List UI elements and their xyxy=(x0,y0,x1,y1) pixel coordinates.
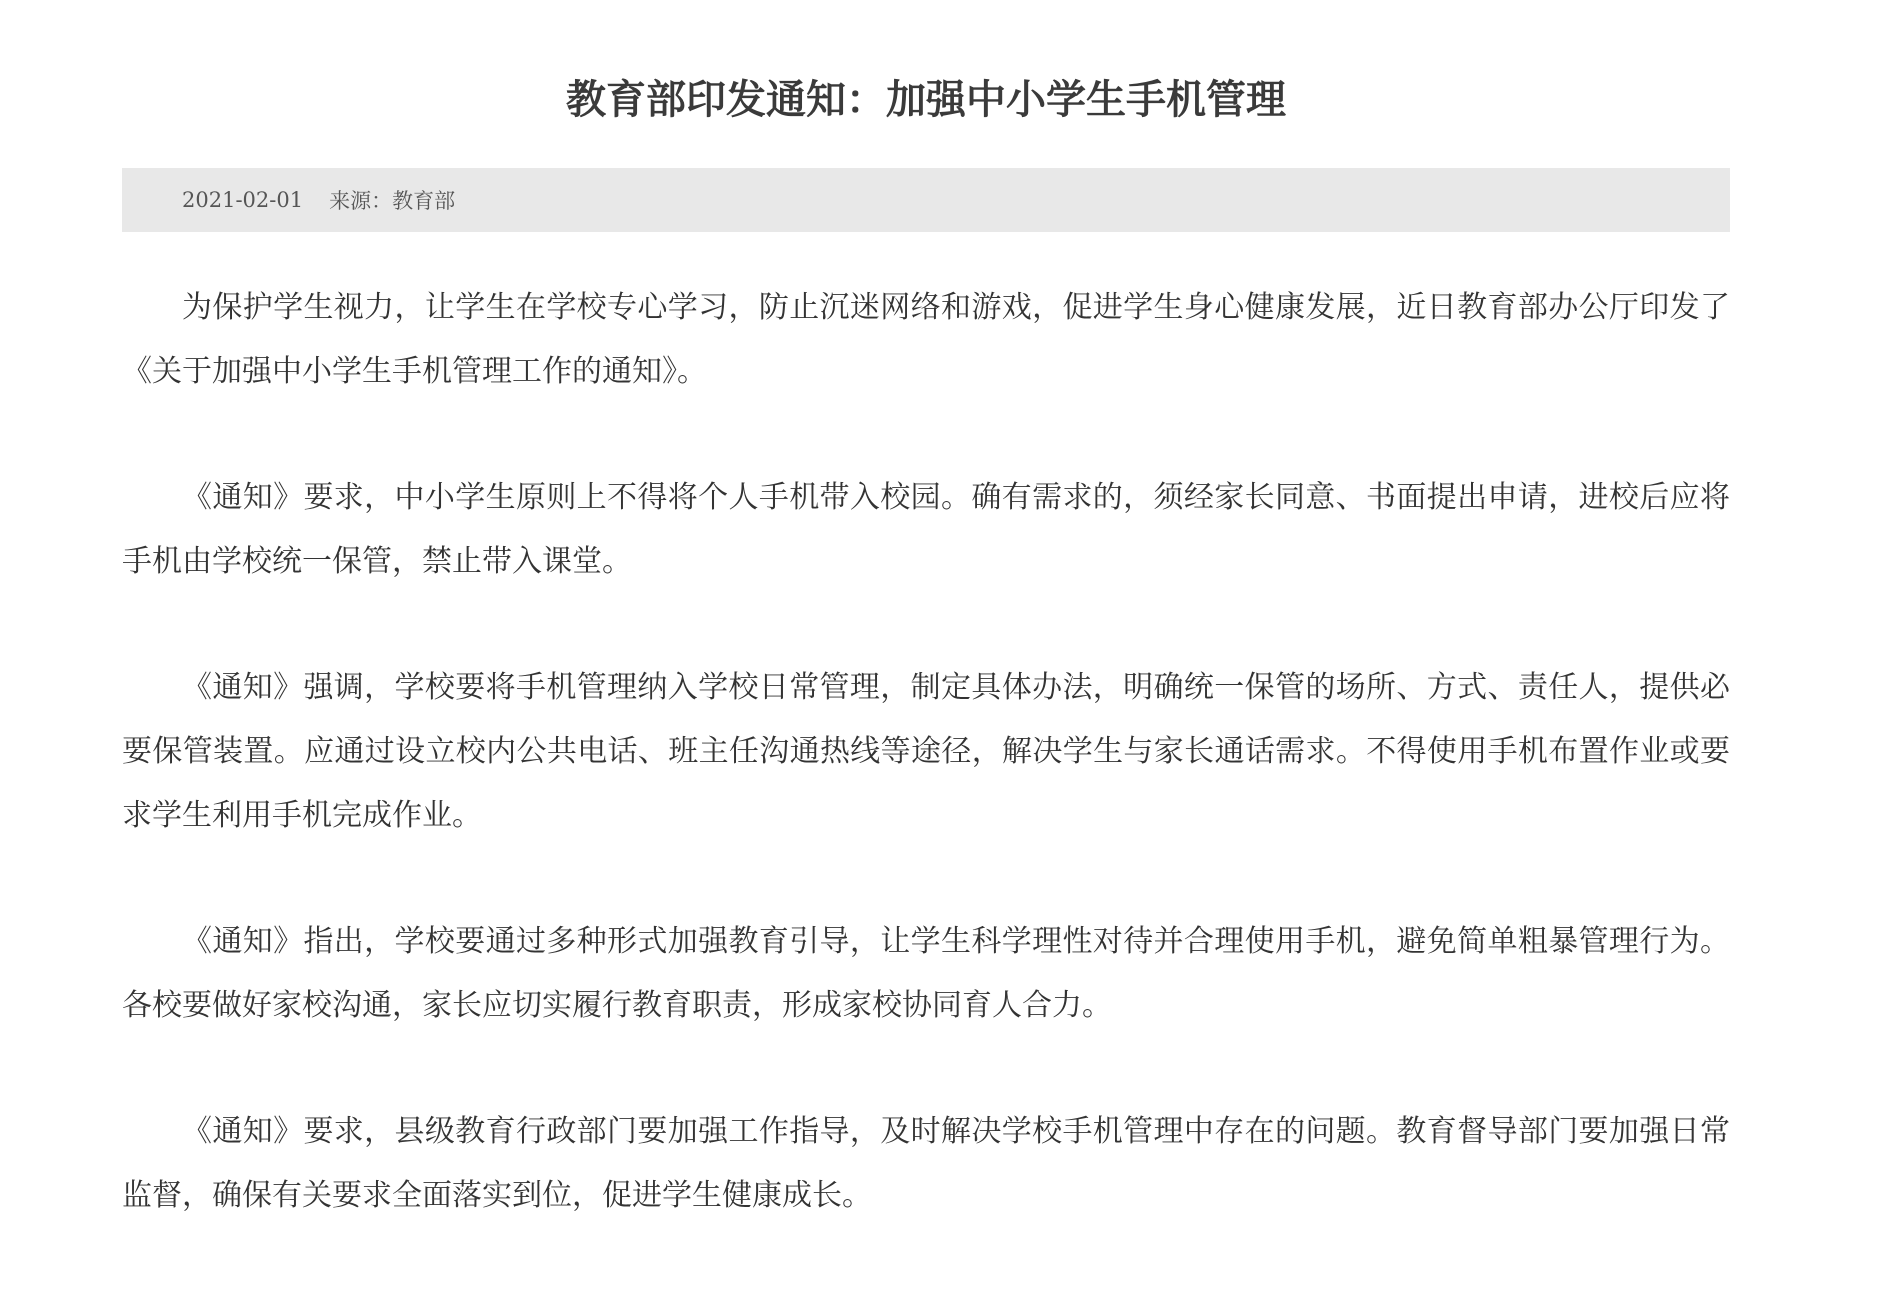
publish-date: 2021-02-01 xyxy=(182,188,304,212)
article-meta-bar xyxy=(122,168,1730,232)
article xyxy=(122,0,1730,1290)
body-paragraph: 为保护学生视力，让学生在学校专心学习，防止沉迷网络和游戏，促进学生身心健康发展，近日教育部办公厅印发了《关于加强中小学生手机管理工作的通知》。 xyxy=(122,290,1730,389)
body-paragraph: 《通知》强调，学校要将手机管理纳入学校日常管理，制定具体办法，明确统一保管的场所、方式、责任人，提供必要保管装置。应通过设立校内公共电话、班主任沟通热线等途径，解决学生与家长通话需求。不得使用手机布置作业或要求学生利用手机完成作业。 xyxy=(122,670,1730,833)
article-title: 教育部印发通知：加强中小学生手机管理 xyxy=(566,77,1286,123)
body-paragraph: 《通知》要求，中小学生原则上不得将个人手机带入校园。确有需求的，须经家长同意、书面提出申请，进校后应将手机由学校统一保管，禁止带入课堂。 xyxy=(122,480,1730,579)
article-body xyxy=(122,276,1730,1228)
body-paragraph: 《通知》指出，学校要通过多种形式加强教育引导，让学生科学理性对待并合理使用手机，避免简单粗暴管理行为。各校要做好家校沟通，家长应切实履行教育职责，形成家校协同育人合力。 xyxy=(122,924,1730,1023)
body-paragraph: 《通知》要求，县级教育行政部门要加强工作指导，及时解决学校手机管理中存在的问题。教育督导部门要加强日常监督，确保有关要求全面落实到位，促进学生健康成长。 xyxy=(122,1114,1730,1213)
article-source: 来源：教育部 xyxy=(329,189,456,213)
